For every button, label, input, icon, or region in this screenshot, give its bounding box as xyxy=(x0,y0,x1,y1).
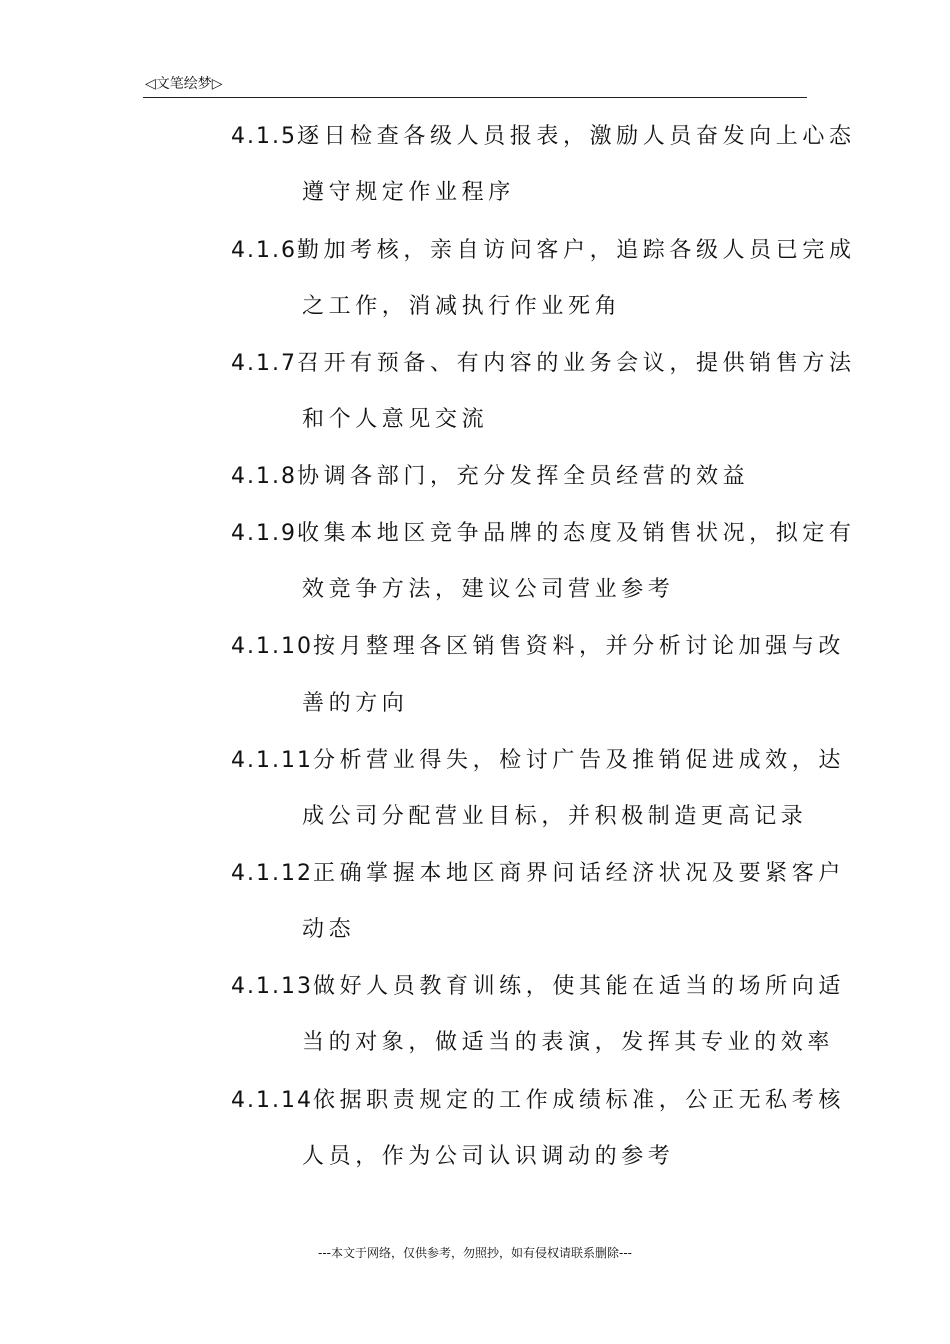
page-header: ◁文笔绘梦▷ xyxy=(145,76,223,92)
item-text: 正确掌握本地区商界问话经济状况及要紧客户 xyxy=(312,861,845,886)
item-number: 4.1.11 xyxy=(231,748,313,773)
item-text: 做好人员教育训练，使其能在适当的场所向适 xyxy=(312,974,845,999)
item-number: 4.1.6 xyxy=(231,238,297,263)
list-item xyxy=(231,519,856,549)
item-number: 4.1.14 xyxy=(231,1088,313,1113)
item-number: 4.1.10 xyxy=(231,634,313,659)
item-text: 勤加考核，亲自访问客户，追踪各级人员已完成 xyxy=(296,238,856,263)
item-text: 收集本地区竞争品牌的态度及销售状况，拟定有 xyxy=(296,521,856,546)
header-divider xyxy=(143,97,807,98)
item-continuation: 遵守规定作业程序 xyxy=(302,180,515,205)
list-item xyxy=(231,1086,845,1116)
item-number: 4.1.8 xyxy=(231,464,297,489)
page-footer: ---本文于网络，仅供参考，勿照抄，如有侵权请联系删除--- xyxy=(318,1246,632,1260)
item-number: 4.1.13 xyxy=(231,974,313,999)
item-number: 4.1.12 xyxy=(231,861,313,886)
list-item xyxy=(231,972,845,1002)
item-text: 逐日检查各级人员报表，激励人员奋发向上心态 xyxy=(296,124,856,149)
item-continuation: 成公司分配营业目标，并积极制造更高记录 xyxy=(302,804,808,829)
list-item xyxy=(231,122,856,152)
item-text: 协调各部门，充分发挥全员经营的效益 xyxy=(296,464,750,489)
item-continuation: 人员，作为公司认识调动的参考 xyxy=(302,1144,675,1169)
item-text: 按月整理各区销售资料，并分析讨论加强与改 xyxy=(312,634,845,659)
list-item xyxy=(231,462,811,492)
item-text: 依据职责规定的工作成绩标准，公正无私考核 xyxy=(312,1088,845,1113)
list-item xyxy=(231,236,856,266)
item-continuation: 动态 xyxy=(302,917,356,942)
item-continuation: 和个人意见交流 xyxy=(302,407,489,432)
list-item xyxy=(231,746,845,776)
list-item xyxy=(231,632,845,662)
item-continuation: 善的方向 xyxy=(302,691,409,716)
list-item xyxy=(231,349,856,379)
list-item xyxy=(231,859,845,889)
item-text: 分析营业得失，检讨广告及推销促进成效，达 xyxy=(312,748,845,773)
item-continuation: 当的对象，做适当的表演，发挥其专业的效率 xyxy=(302,1030,835,1055)
item-continuation: 之工作，消减执行作业死角 xyxy=(302,294,622,319)
item-continuation: 效竞争方法，建议公司营业参考 xyxy=(302,577,675,602)
item-number: 4.1.9 xyxy=(231,521,297,546)
item-number: 4.1.5 xyxy=(231,124,297,149)
item-number: 4.1.7 xyxy=(231,351,297,376)
item-text: 召开有预备、有内容的业务会议，提供销售方法 xyxy=(296,351,856,376)
